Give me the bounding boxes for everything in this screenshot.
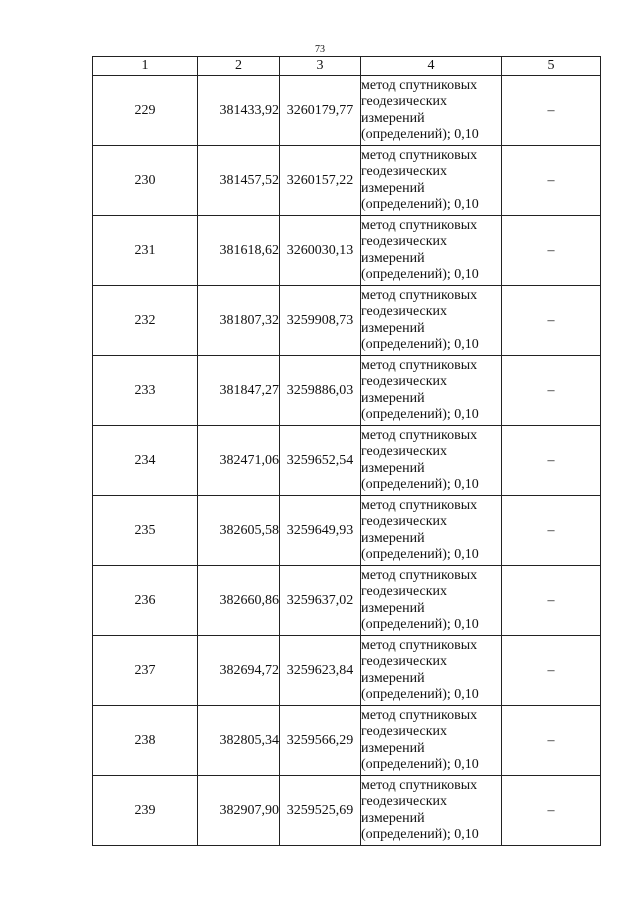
method-line: геодезических: [361, 794, 448, 810]
table-row: [93, 706, 601, 776]
x-coordinate-cell: 381807,32: [198, 286, 280, 356]
point-number-cell: 230: [93, 146, 198, 216]
method-line: геодезических: [361, 514, 448, 530]
x-coordinate-cell: 381618,62: [198, 216, 280, 286]
x-coordinate-cell: 381433,92: [198, 76, 280, 146]
method-line: метод спутниковых: [361, 147, 478, 163]
method-line: измерений: [361, 810, 425, 826]
point-number-cell: 238: [93, 706, 198, 776]
method-cell: [361, 356, 502, 426]
method-line: измерений: [361, 320, 425, 336]
table-row: [93, 426, 601, 496]
table-body: [93, 76, 601, 846]
x-coordinate-cell: 382694,72: [198, 636, 280, 706]
note-cell: –: [502, 76, 601, 146]
method-cell: [361, 566, 502, 636]
method-line: измерений: [361, 180, 425, 196]
method-line: метод спутниковых: [361, 777, 478, 793]
method-line: (определений); 0,10: [361, 126, 479, 142]
method-line: (определений); 0,10: [361, 336, 479, 352]
method-line: геодезических: [361, 724, 448, 740]
method-line: измерений: [361, 460, 425, 476]
method-line: метод спутниковых: [361, 567, 478, 583]
table-row: [93, 566, 601, 636]
method-line: измерений: [361, 600, 425, 616]
y-coordinate-cell: 3259637,02: [280, 566, 361, 636]
method-line: геодезических: [361, 654, 448, 670]
note-cell: –: [502, 426, 601, 496]
table-row: [93, 216, 601, 286]
point-number-cell: 235: [93, 496, 198, 566]
method-cell: [361, 636, 502, 706]
y-coordinate-cell: 3259652,54: [280, 426, 361, 496]
method-line: (определений); 0,10: [361, 686, 479, 702]
column-header-5: 5: [502, 57, 601, 76]
point-number-cell: 236: [93, 566, 198, 636]
method-cell: [361, 146, 502, 216]
method-line: метод спутниковых: [361, 77, 478, 93]
point-number-cell: 231: [93, 216, 198, 286]
method-cell: [361, 706, 502, 776]
y-coordinate-cell: 3259886,03: [280, 356, 361, 426]
note-cell: –: [502, 216, 601, 286]
method-line: геодезических: [361, 444, 448, 460]
method-line: метод спутниковых: [361, 707, 478, 723]
method-cell: [361, 426, 502, 496]
column-header-4: 4: [361, 57, 502, 76]
y-coordinate-cell: 3260157,22: [280, 146, 361, 216]
note-cell: –: [502, 286, 601, 356]
method-line: измерений: [361, 390, 425, 406]
note-cell: –: [502, 566, 601, 636]
method-line: измерений: [361, 110, 425, 126]
table-row: [93, 286, 601, 356]
table-row: [93, 496, 601, 566]
method-line: (определений); 0,10: [361, 616, 479, 632]
x-coordinate-cell: 382805,34: [198, 706, 280, 776]
coordinates-table: [92, 56, 601, 846]
method-line: (определений); 0,10: [361, 756, 479, 772]
method-line: метод спутниковых: [361, 427, 478, 443]
point-number-cell: 239: [93, 776, 198, 846]
point-number-cell: 233: [93, 356, 198, 426]
page-number: 73: [315, 44, 325, 55]
table-row: [93, 636, 601, 706]
method-cell: [361, 286, 502, 356]
y-coordinate-cell: 3259525,69: [280, 776, 361, 846]
point-number-cell: 234: [93, 426, 198, 496]
column-header-3: 3: [280, 57, 361, 76]
method-line: геодезических: [361, 234, 448, 250]
method-line: измерений: [361, 670, 425, 686]
y-coordinate-cell: 3259649,93: [280, 496, 361, 566]
note-cell: –: [502, 146, 601, 216]
method-line: геодезических: [361, 584, 448, 600]
table-row: [93, 146, 601, 216]
method-line: измерений: [361, 740, 425, 756]
method-line: геодезических: [361, 374, 448, 390]
table-row: [93, 76, 601, 146]
method-line: (определений); 0,10: [361, 546, 479, 562]
x-coordinate-cell: 382471,06: [198, 426, 280, 496]
y-coordinate-cell: 3260030,13: [280, 216, 361, 286]
method-line: метод спутниковых: [361, 217, 478, 233]
note-cell: –: [502, 706, 601, 776]
table-row: [93, 776, 601, 846]
method-line: геодезических: [361, 164, 448, 180]
method-line: (определений); 0,10: [361, 826, 479, 842]
table-row: [93, 356, 601, 426]
method-cell: [361, 216, 502, 286]
method-line: измерений: [361, 250, 425, 266]
x-coordinate-cell: 382660,86: [198, 566, 280, 636]
column-header-1: 1: [93, 57, 198, 76]
method-line: метод спутниковых: [361, 497, 478, 513]
note-cell: –: [502, 776, 601, 846]
note-cell: –: [502, 636, 601, 706]
method-cell: [361, 76, 502, 146]
method-cell: [361, 496, 502, 566]
method-line: геодезических: [361, 304, 448, 320]
y-coordinate-cell: 3259908,73: [280, 286, 361, 356]
method-line: (определений); 0,10: [361, 196, 479, 212]
column-header-2: 2: [198, 57, 280, 76]
y-coordinate-cell: 3259566,29: [280, 706, 361, 776]
method-line: геодезических: [361, 94, 448, 110]
point-number-cell: 229: [93, 76, 198, 146]
note-cell: –: [502, 356, 601, 426]
x-coordinate-cell: 382907,90: [198, 776, 280, 846]
x-coordinate-cell: 382605,58: [198, 496, 280, 566]
x-coordinate-cell: 381847,27: [198, 356, 280, 426]
y-coordinate-cell: 3260179,77: [280, 76, 361, 146]
method-line: (определений); 0,10: [361, 266, 479, 282]
note-cell: –: [502, 496, 601, 566]
method-line: измерений: [361, 530, 425, 546]
method-line: (определений); 0,10: [361, 406, 479, 422]
y-coordinate-cell: 3259623,84: [280, 636, 361, 706]
method-line: метод спутниковых: [361, 287, 478, 303]
method-cell: [361, 776, 502, 846]
method-line: (определений); 0,10: [361, 476, 479, 492]
method-line: метод спутниковых: [361, 357, 478, 373]
x-coordinate-cell: 381457,52: [198, 146, 280, 216]
method-line: метод спутниковых: [361, 637, 478, 653]
point-number-cell: 232: [93, 286, 198, 356]
point-number-cell: 237: [93, 636, 198, 706]
table-header-row: [93, 57, 601, 76]
